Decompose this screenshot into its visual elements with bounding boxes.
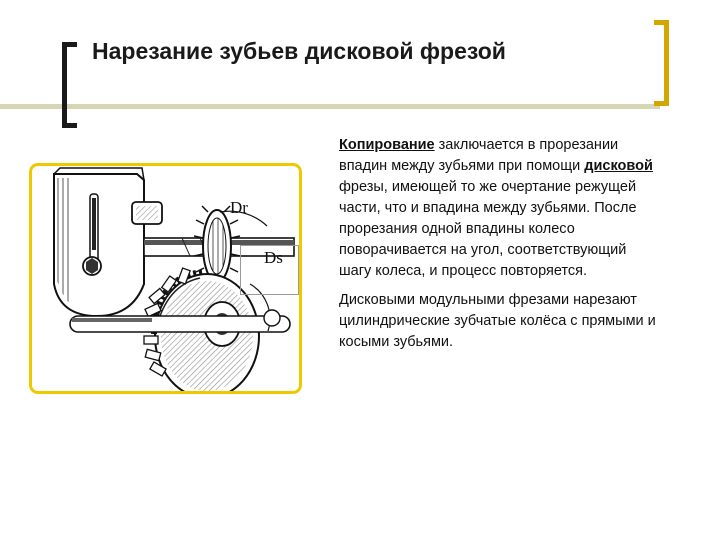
label-ds: Ds (264, 248, 283, 267)
right-bracket-decoration (654, 20, 669, 106)
paragraph-text: фрезы, имеющей то же очертание режущей части, что и впадина между зубьями. После прорезания одной впадины колесо поворачивается на угол, соответствующий шагу колеса, и процесс повторяется. (339, 179, 637, 279)
label-dr: Dr (230, 198, 248, 217)
paragraph-text: заключается в прорезании впадин между зубьями при помощи (339, 137, 619, 174)
left-bracket-decoration (62, 42, 77, 128)
header-rule-line (0, 104, 660, 109)
term-copying: Копирование (339, 137, 435, 153)
description-text (339, 135, 657, 361)
slide-title: Нарезание зубьев дисковой фрезой (92, 38, 506, 64)
term-disc: дисковой (584, 158, 653, 174)
paragraph-module-cutters: Дисковыми модульными фрезами нарезают цилиндрические зубчатые колёса с прямыми и косыми зубьями. (339, 292, 656, 350)
paragraph-copying (339, 135, 657, 282)
